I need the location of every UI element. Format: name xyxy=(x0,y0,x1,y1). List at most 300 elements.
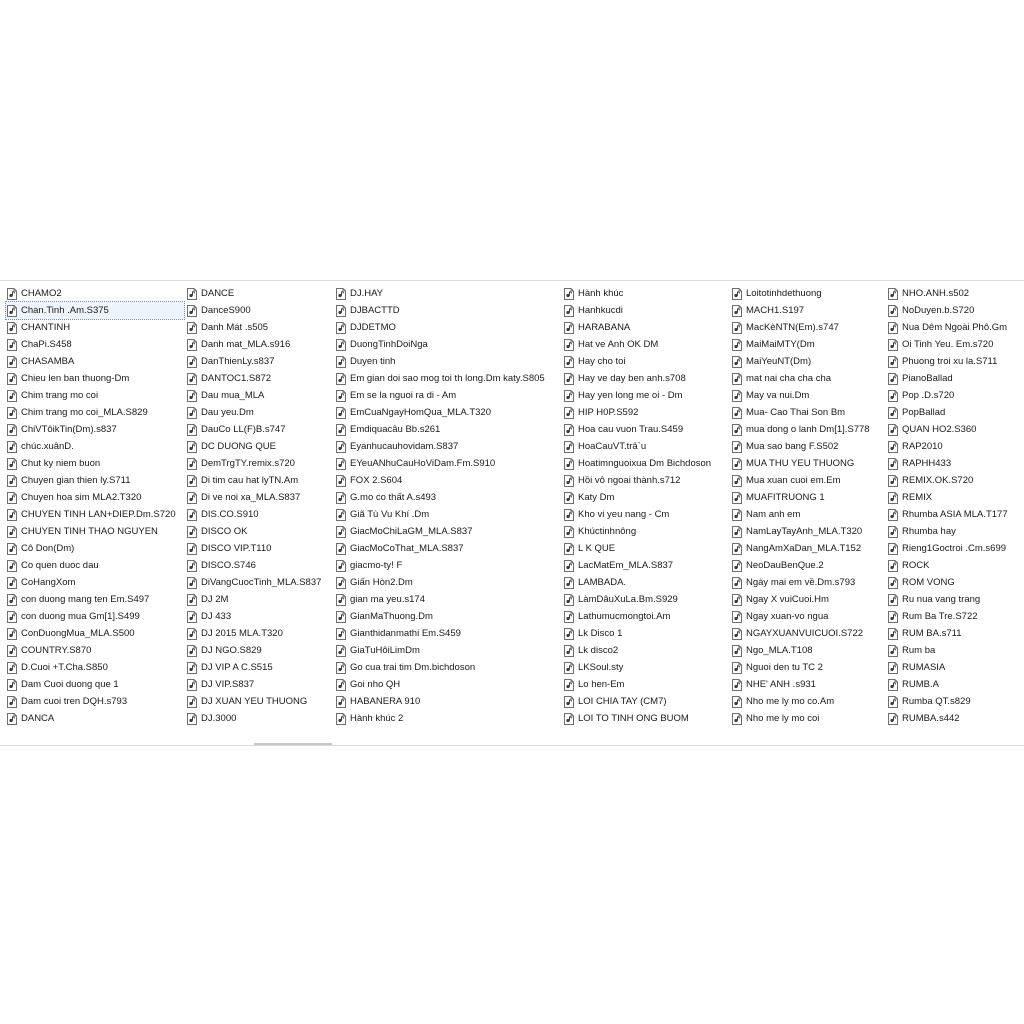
file-item[interactable] xyxy=(563,710,729,727)
file-item[interactable] xyxy=(887,336,1024,353)
style-file-icon xyxy=(335,492,347,504)
file-item[interactable] xyxy=(887,438,1024,455)
file-item[interactable] xyxy=(335,574,561,591)
file-name-label: MUAFITRUONG 1 xyxy=(746,492,825,503)
file-item[interactable] xyxy=(887,353,1024,370)
file-name-label: mat nai cha cha cha xyxy=(746,373,832,384)
file-name-label: Hay cho toi xyxy=(578,356,626,367)
style-file-icon xyxy=(887,679,899,691)
file-item[interactable] xyxy=(186,710,334,727)
style-file-icon xyxy=(186,696,198,708)
file-item[interactable] xyxy=(887,302,1024,319)
file-name-label: MaiMaiMTY(Dm xyxy=(746,339,815,350)
file-name-label: DauCo LL(F)B.s747 xyxy=(201,424,286,435)
file-item[interactable] xyxy=(563,625,729,642)
style-file-icon xyxy=(335,390,347,402)
file-name-label: Di ve noi xa_MLA.S837 xyxy=(201,492,301,503)
file-name-label: DiVangCuocTinh_MLA.S837 xyxy=(201,577,322,588)
file-item[interactable] xyxy=(6,557,184,574)
file-item[interactable] xyxy=(731,540,885,557)
file-item[interactable] xyxy=(335,557,561,574)
file-item[interactable] xyxy=(6,302,184,319)
file-item[interactable] xyxy=(6,472,184,489)
style-file-icon xyxy=(731,492,743,504)
style-file-icon xyxy=(563,322,575,334)
file-item[interactable] xyxy=(731,608,885,625)
style-file-icon xyxy=(335,475,347,487)
file-item[interactable] xyxy=(335,489,561,506)
file-item[interactable] xyxy=(335,710,561,727)
file-item[interactable] xyxy=(731,659,885,676)
file-item[interactable] xyxy=(335,285,561,302)
file-item[interactable] xyxy=(887,676,1024,693)
file-item[interactable] xyxy=(563,540,729,557)
file-item[interactable] xyxy=(887,659,1024,676)
file-name-label: DJ XUAN YEU THUONG xyxy=(201,696,308,707)
file-item[interactable] xyxy=(563,438,729,455)
file-item[interactable] xyxy=(563,319,729,336)
file-item[interactable] xyxy=(731,676,885,693)
file-item[interactable] xyxy=(563,370,729,387)
file-item[interactable] xyxy=(186,438,334,455)
file-name-label: DC DUONG QUE xyxy=(201,441,276,452)
file-name-label: Chieu len ban thuong-Dm xyxy=(21,373,130,384)
file-item[interactable] xyxy=(887,472,1024,489)
file-item[interactable] xyxy=(563,302,729,319)
file-name-label: Em se la nguoi ra di - Am xyxy=(350,390,457,401)
file-item[interactable] xyxy=(887,693,1024,710)
style-file-icon xyxy=(335,322,347,334)
file-item[interactable] xyxy=(6,693,184,710)
file-item[interactable] xyxy=(731,387,885,404)
style-file-icon xyxy=(186,560,198,572)
file-item[interactable] xyxy=(186,353,334,370)
style-file-icon xyxy=(887,577,899,589)
style-file-icon xyxy=(6,492,18,504)
style-file-icon xyxy=(887,696,899,708)
style-file-icon xyxy=(335,577,347,589)
file-name-label: Phuong troi xu la.S711 xyxy=(902,356,998,367)
file-item[interactable] xyxy=(731,421,885,438)
file-name-label: Chuyen gian thien ly.S711 xyxy=(21,475,131,486)
file-name-label: Katy Dm xyxy=(578,492,615,503)
file-item[interactable] xyxy=(186,370,334,387)
file-item[interactable] xyxy=(6,336,184,353)
style-file-icon xyxy=(731,679,743,691)
style-file-icon xyxy=(731,305,743,317)
file-name-label: Nguoi den tu TC 2 xyxy=(746,662,823,673)
file-name-label: Cô Don(Dm) xyxy=(21,543,75,554)
file-item[interactable] xyxy=(186,523,334,540)
style-file-icon xyxy=(6,679,18,691)
style-file-icon xyxy=(563,713,575,725)
file-item[interactable] xyxy=(186,472,334,489)
style-file-icon xyxy=(6,288,18,300)
style-file-icon xyxy=(186,577,198,589)
file-item[interactable] xyxy=(6,659,184,676)
file-item[interactable] xyxy=(887,540,1024,557)
file-name-label: Rhumba ASIA MLA.T177 xyxy=(902,509,1008,520)
file-item[interactable] xyxy=(6,710,184,727)
file-item[interactable] xyxy=(335,693,561,710)
style-file-icon xyxy=(335,679,347,691)
style-file-icon xyxy=(6,560,18,572)
file-item[interactable] xyxy=(563,642,729,659)
style-file-icon xyxy=(731,509,743,521)
file-item[interactable] xyxy=(731,353,885,370)
file-item[interactable] xyxy=(731,438,885,455)
file-item[interactable] xyxy=(6,421,184,438)
file-item[interactable] xyxy=(731,710,885,727)
file-item[interactable] xyxy=(731,557,885,574)
file-item[interactable] xyxy=(731,319,885,336)
file-name-label: DANTOC1.S872 xyxy=(201,373,272,384)
file-item[interactable] xyxy=(731,370,885,387)
file-item[interactable] xyxy=(731,574,885,591)
file-item[interactable] xyxy=(335,370,561,387)
file-item[interactable] xyxy=(887,710,1024,727)
file-item[interactable] xyxy=(186,302,334,319)
file-item[interactable] xyxy=(563,421,729,438)
style-file-icon xyxy=(563,577,575,589)
style-file-icon xyxy=(731,339,743,351)
file-item[interactable] xyxy=(6,438,184,455)
file-item[interactable] xyxy=(335,387,561,404)
file-name-label: Hoatimnguoixua Dm Bichdoson xyxy=(578,458,712,469)
file-item[interactable] xyxy=(887,591,1024,608)
file-item[interactable] xyxy=(887,574,1024,591)
style-file-icon xyxy=(186,322,198,334)
file-item[interactable] xyxy=(186,421,334,438)
file-item[interactable] xyxy=(335,676,561,693)
style-file-icon xyxy=(731,458,743,470)
file-item[interactable] xyxy=(887,421,1024,438)
file-item[interactable] xyxy=(563,489,729,506)
style-file-icon xyxy=(186,475,198,487)
style-file-icon xyxy=(887,713,899,725)
file-item[interactable] xyxy=(186,574,334,591)
file-column xyxy=(563,285,729,727)
style-file-icon xyxy=(887,373,899,385)
file-item[interactable] xyxy=(335,302,561,319)
file-name-label: CoHangXom xyxy=(21,577,76,588)
file-item[interactable] xyxy=(335,319,561,336)
file-item[interactable] xyxy=(563,285,729,302)
style-file-icon xyxy=(6,543,18,555)
file-item[interactable] xyxy=(6,676,184,693)
file-name-label: Eyanhucauhovidam.S837 xyxy=(350,441,459,452)
file-name-label: DISCO OK xyxy=(201,526,248,537)
file-name-label: DJ.HAY xyxy=(350,288,384,299)
file-item[interactable] xyxy=(6,285,184,302)
file-item[interactable] xyxy=(186,642,334,659)
file-item[interactable] xyxy=(6,523,184,540)
file-name-label: HIP H0P.S592 xyxy=(578,407,639,418)
style-file-icon xyxy=(887,475,899,487)
style-file-icon xyxy=(335,645,347,657)
file-name-label: LOI CHIA TAY (CM7) xyxy=(578,696,667,707)
file-item[interactable] xyxy=(186,557,334,574)
file-item[interactable] xyxy=(6,370,184,387)
file-item[interactable] xyxy=(887,370,1024,387)
file-name-label: NangAmXaDan_MLA.T152 xyxy=(746,543,862,554)
file-item[interactable] xyxy=(6,642,184,659)
file-item[interactable] xyxy=(6,625,184,642)
file-item[interactable] xyxy=(731,336,885,353)
file-item[interactable] xyxy=(186,285,334,302)
file-item[interactable] xyxy=(731,489,885,506)
file-item[interactable] xyxy=(335,540,561,557)
style-file-icon xyxy=(887,560,899,572)
file-item[interactable] xyxy=(335,438,561,455)
style-file-icon xyxy=(731,696,743,708)
style-file-icon xyxy=(186,509,198,521)
style-file-icon xyxy=(887,628,899,640)
file-item[interactable] xyxy=(563,336,729,353)
style-file-icon xyxy=(335,543,347,555)
file-name-label: Lathumucmongtoi.Am xyxy=(578,611,671,622)
file-item[interactable] xyxy=(335,472,561,489)
file-name-label: CHAMO2 xyxy=(21,288,62,299)
file-name-label: Duyen tinh xyxy=(350,356,396,367)
file-item[interactable] xyxy=(887,285,1024,302)
style-file-icon xyxy=(186,543,198,555)
style-file-icon xyxy=(6,305,18,317)
file-item[interactable] xyxy=(335,523,561,540)
style-file-icon xyxy=(563,628,575,640)
file-item[interactable] xyxy=(186,659,334,676)
file-name-label: Chim trang mo coi xyxy=(21,390,99,401)
file-item[interactable] xyxy=(731,506,885,523)
style-file-icon xyxy=(186,594,198,606)
file-item[interactable] xyxy=(731,285,885,302)
file-item[interactable] xyxy=(731,455,885,472)
file-name-label: GianMaThuong.Dm xyxy=(350,611,433,622)
file-item[interactable] xyxy=(6,608,184,625)
file-name-label: Goi nho QH xyxy=(350,679,401,690)
file-item[interactable] xyxy=(563,693,729,710)
file-item[interactable] xyxy=(563,574,729,591)
file-item[interactable] xyxy=(335,608,561,625)
style-file-icon xyxy=(6,475,18,487)
file-list-pane xyxy=(0,280,1024,746)
file-name-label: L K QUE xyxy=(578,543,616,554)
file-item[interactable] xyxy=(563,353,729,370)
file-name-label: DuongTinhDoiNga xyxy=(350,339,428,350)
file-item[interactable] xyxy=(335,353,561,370)
file-item[interactable] xyxy=(186,319,334,336)
style-file-icon xyxy=(335,594,347,606)
file-name-label: COUNTRY.S870 xyxy=(21,645,92,656)
file-item[interactable] xyxy=(731,404,885,421)
style-file-icon xyxy=(887,356,899,368)
style-file-icon xyxy=(887,322,899,334)
style-file-icon xyxy=(731,560,743,572)
file-item[interactable] xyxy=(6,489,184,506)
style-file-icon xyxy=(887,594,899,606)
style-file-icon xyxy=(887,458,899,470)
file-item[interactable] xyxy=(731,693,885,710)
file-name-label: CHANTINH xyxy=(21,322,71,333)
style-file-icon xyxy=(887,543,899,555)
file-item[interactable] xyxy=(887,625,1024,642)
file-item[interactable] xyxy=(335,506,561,523)
file-item[interactable] xyxy=(887,557,1024,574)
file-name-label: ROCK xyxy=(902,560,930,571)
file-name-label: RAP2010 xyxy=(902,441,943,452)
file-item[interactable] xyxy=(887,404,1024,421)
horizontal-scrollbar-thumb[interactable] xyxy=(254,743,332,745)
style-file-icon xyxy=(563,305,575,317)
file-item[interactable] xyxy=(186,540,334,557)
file-name-label: Mua- Cao Thai Son Bm xyxy=(746,407,846,418)
file-name-label: PopBallad xyxy=(902,407,946,418)
file-name-label: REMIX xyxy=(902,492,933,503)
file-item[interactable] xyxy=(6,574,184,591)
file-item[interactable] xyxy=(887,523,1024,540)
file-item[interactable] xyxy=(6,387,184,404)
file-item[interactable] xyxy=(186,489,334,506)
style-file-icon xyxy=(186,390,198,402)
style-file-icon xyxy=(335,611,347,623)
file-name-label: Dau yeu.Dm xyxy=(201,407,254,418)
file-name-label: Di tim cau hat lyTN.Am xyxy=(201,475,299,486)
file-item[interactable] xyxy=(335,404,561,421)
style-file-icon xyxy=(731,713,743,725)
file-item[interactable] xyxy=(563,676,729,693)
file-item[interactable] xyxy=(563,523,729,540)
file-name-label: Hay yen long me oi - Dm xyxy=(578,390,683,401)
file-item[interactable] xyxy=(186,591,334,608)
file-name-label: Ru nua vang trang xyxy=(902,594,981,605)
style-file-icon xyxy=(887,424,899,436)
style-file-icon xyxy=(887,407,899,419)
file-name-label: DISCO.S746 xyxy=(201,560,256,571)
file-item[interactable] xyxy=(186,336,334,353)
file-name-label: Lk disco2 xyxy=(578,645,619,656)
style-file-icon xyxy=(563,356,575,368)
file-item[interactable] xyxy=(563,506,729,523)
file-name-label: RUMASIA xyxy=(902,662,946,673)
file-item[interactable] xyxy=(6,404,184,421)
style-file-icon xyxy=(563,407,575,419)
file-item[interactable] xyxy=(563,659,729,676)
file-item[interactable] xyxy=(335,642,561,659)
file-item[interactable] xyxy=(887,387,1024,404)
file-item[interactable] xyxy=(563,404,729,421)
style-file-icon xyxy=(563,645,575,657)
file-name-label: LKSoul.sty xyxy=(578,662,624,673)
file-item[interactable] xyxy=(887,455,1024,472)
style-file-icon xyxy=(887,611,899,623)
file-name-label: GiacMoChiLaGM_MLA.S837 xyxy=(350,526,473,537)
file-name-label: mua dong o lanh Dm[1].S778 xyxy=(746,424,870,435)
file-item[interactable] xyxy=(186,455,334,472)
file-item[interactable] xyxy=(563,387,729,404)
file-item[interactable] xyxy=(887,608,1024,625)
file-item[interactable] xyxy=(731,625,885,642)
file-item[interactable] xyxy=(887,319,1024,336)
file-item[interactable] xyxy=(887,489,1024,506)
file-item[interactable] xyxy=(186,506,334,523)
file-name-label: Chim trang mo coi_MLA.S829 xyxy=(21,407,148,418)
style-file-icon xyxy=(6,441,18,453)
file-item[interactable] xyxy=(563,557,729,574)
file-item[interactable] xyxy=(335,659,561,676)
file-item[interactable] xyxy=(731,302,885,319)
file-item[interactable] xyxy=(186,387,334,404)
file-name-label: Hồi vô ngoai thành.s712 xyxy=(578,475,681,486)
file-name-label: GiaTuHôiLimDm xyxy=(350,645,420,656)
file-item[interactable] xyxy=(186,608,334,625)
file-name-label: DJ VIP A C.S515 xyxy=(201,662,273,673)
file-item[interactable] xyxy=(186,676,334,693)
file-item[interactable] xyxy=(186,625,334,642)
style-file-icon xyxy=(887,492,899,504)
file-item[interactable] xyxy=(335,591,561,608)
file-item[interactable] xyxy=(6,455,184,472)
file-item[interactable] xyxy=(563,608,729,625)
file-item[interactable] xyxy=(6,540,184,557)
style-file-icon xyxy=(6,373,18,385)
file-name-label: gian ma yeu.s174 xyxy=(350,594,425,605)
style-file-icon xyxy=(563,526,575,538)
file-name-label: MacKèNTN(Em).s747 xyxy=(746,322,839,333)
file-item[interactable] xyxy=(731,642,885,659)
file-name-label: ConDuongMua_MLA.S500 xyxy=(21,628,135,639)
file-name-label: NeoDauBenQue.2 xyxy=(746,560,824,571)
file-item[interactable] xyxy=(731,472,885,489)
style-file-icon xyxy=(887,288,899,300)
file-item[interactable] xyxy=(335,421,561,438)
style-file-icon xyxy=(731,526,743,538)
file-name-label: DANCE xyxy=(201,288,235,299)
file-name-label: giacmo-ty! F xyxy=(350,560,403,571)
file-item[interactable] xyxy=(731,523,885,540)
file-name-label: Nho me ly mo co.Am xyxy=(746,696,835,707)
file-item[interactable] xyxy=(887,642,1024,659)
file-item[interactable] xyxy=(563,455,729,472)
file-item[interactable] xyxy=(563,591,729,608)
file-name-label: REMIX.OK.S720 xyxy=(902,475,974,486)
style-file-icon xyxy=(563,441,575,453)
file-item[interactable] xyxy=(563,472,729,489)
file-item[interactable] xyxy=(186,693,334,710)
style-file-icon xyxy=(731,577,743,589)
file-item[interactable] xyxy=(6,319,184,336)
file-name-label: Chut ky niem buon xyxy=(21,458,101,469)
file-item[interactable] xyxy=(335,336,561,353)
file-item[interactable] xyxy=(887,506,1024,523)
style-file-icon xyxy=(335,458,347,470)
style-file-icon xyxy=(186,611,198,623)
file-name-label: Dam cuoi tren DQH.s793 xyxy=(21,696,128,707)
file-name-label: MACH1.S197 xyxy=(746,305,805,316)
file-item[interactable] xyxy=(335,455,561,472)
style-file-icon xyxy=(563,543,575,555)
file-name-label: Ngay X vuiCuoi.Hm xyxy=(746,594,829,605)
file-item[interactable] xyxy=(335,625,561,642)
file-item[interactable] xyxy=(6,353,184,370)
style-file-icon xyxy=(731,407,743,419)
style-file-icon xyxy=(335,288,347,300)
file-item[interactable] xyxy=(186,404,334,421)
file-item[interactable] xyxy=(6,506,184,523)
style-file-icon xyxy=(731,611,743,623)
file-item[interactable] xyxy=(731,591,885,608)
file-item[interactable] xyxy=(6,591,184,608)
style-file-icon xyxy=(335,373,347,385)
